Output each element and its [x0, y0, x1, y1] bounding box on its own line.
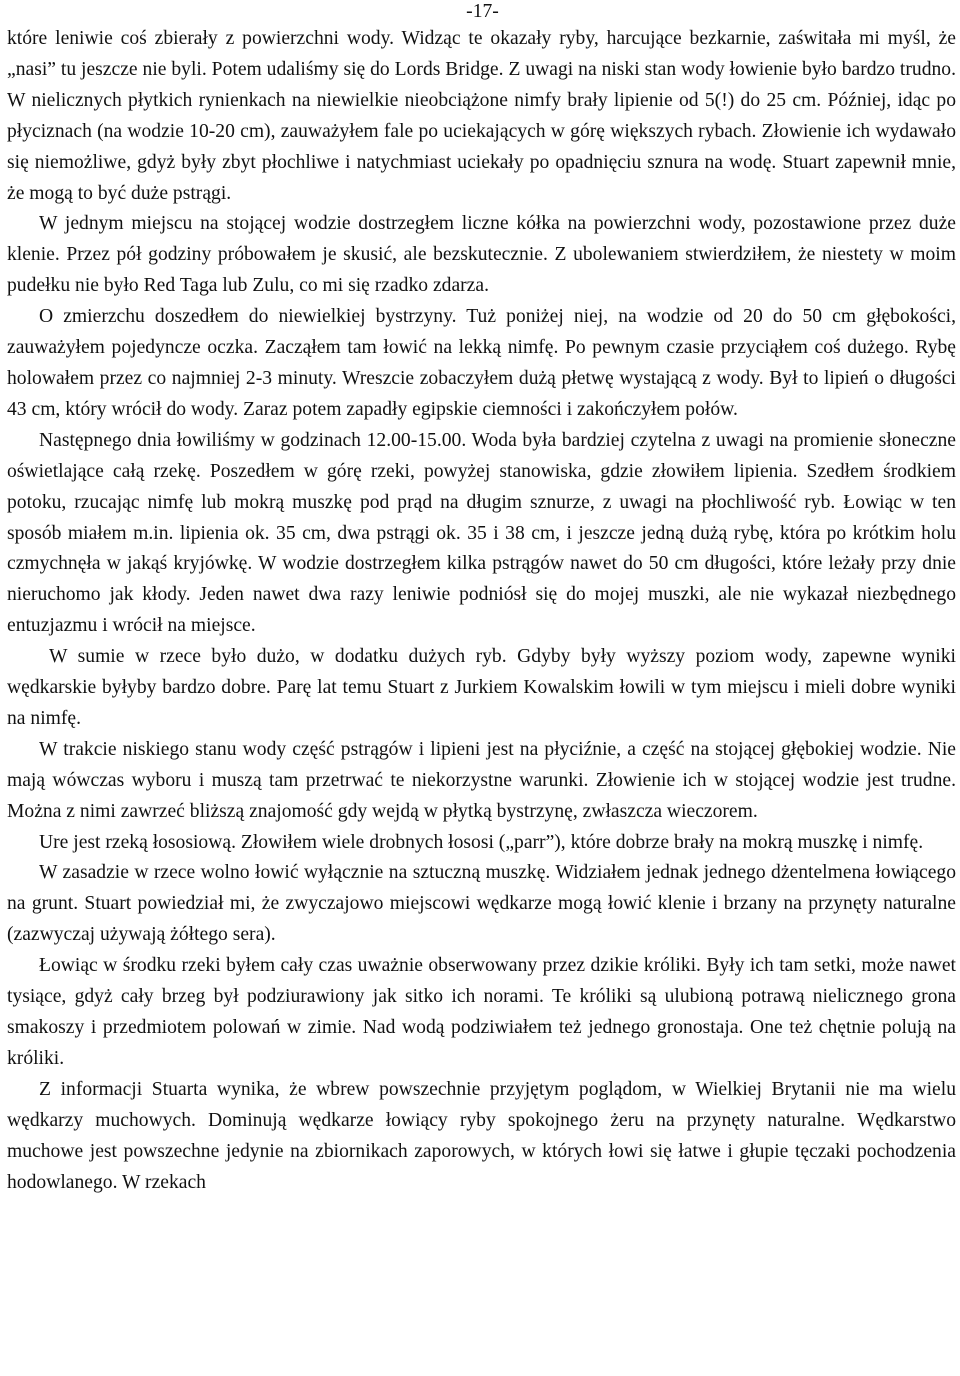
paragraph-ure: Ure jest rzeką łososiową. Złowiłem wiele drobnych łososi („parr”), które dobrze brały na mokrą muszkę i nimfę.: [39, 831, 924, 853]
paragraph-informacje-stuarta: Z informacji Stuarta wynika, że wbrew powszechnie przyjętym poglądom, w Wielkiej Brytanii nie ma wielu wędkarzy muchowych. Dominują wędkarze łowiący ryby spokojnego żeru na przynęty naturalne. Wędkarstwo muchowe jest powszechne jedynie na zbiornikach zaporowych, w których łowi się łatwe i głupie tęczaki pochodzenia hodowlanego. W rzekach: [7, 1078, 956, 1193]
paragraph-nastepny-dzien: Następnego dnia łowiliśmy w godzinach 12.00-15.00. Woda była bardziej czytelna z uwagi na promienie słoneczne oświetlające całą rzekę. Poszedłem w górę rzeki, powyżej stanowiska, gdzie złowiłem lipienia. Szedłem środkiem potoku, rzucając nimfę lub mokrą muszkę pod prąd na długim sznurze, z uwagi na płochliwość ryb. Łowiąc w ten sposób miałem m.in. lipienia ok. 35 cm, dwa pstrągi ok. 35 i 38 cm, i jeszcze jedną dużą rybę, która po krótkim holu czmychnęła w jakąś kryjówkę. W wodzie dostrzegłem kilka pstrągów nawet do 50 cm długości, które leżały przy dnie nieruchomo jak kłody. Jeden nawet dwa razy leniwie podniósł się do mojej muszki, ale nie wykazał niezbędnego entuzjazmu i wrócił na miejsce.: [7, 429, 956, 637]
page-number: -17-: [466, 1, 499, 22]
paragraph-continuation: które leniwie coś zbierały z powierzchni wody. Widząc te okazały ryby, harcujące bezkarnie, zaświtała mi myśl, że „nasi” tu jeszcze nie byli. Potem udaliśmy się do Lords Bridge. Z uwagi na niski stan wody łowienie było bardzo trudno. W nielicznych płytkich rynienkach na niewielkie nieobciążone nimfy brały lipienie od 5(!) do 25 cm. Później, idąc po płyciznach (na wodzie 10-20 cm), zauważyłem fale po uciekających w górę większych rybach. Złowienie ich wydawało się niemożliwe, gdyż były zbyt płochliwe i natychmiast uciekały po opadnięciu sznura na wodę. Stuart zapewnił mnie, że mogą to być duże pstrągi.: [7, 28, 956, 204]
paragraph-w-sumie: W sumie w rzece było dużo, w dodatku dużych ryb. Gdyby były wyższy poziom wody, zapewne wyniki wędkarskie byłyby bardzo dobre. Parę lat temu Stuart z Jurkiem Kowalskim łowili w tym miejscu i mieli dobre wyniki na nimfę.: [7, 646, 956, 729]
paragraph-klenie: W jednym miejscu na stojącej wodzie dostrzegłem liczne kółka na powierzchni wody, pozostawione przez duże klenie. Przez pół godziny próbowałem je skusić, ale bezskutecznie. Z ubolewaniem stwierdziłem, że niestety w moim pudełku nie było Red Taga lub Zulu, co mi się rzadko zdarza.: [7, 213, 956, 297]
paragraph-niski-stan: W trakcie niskiego stanu wody część pstrągów i lipieni jest na płyciźnie, a część na stojącej głębokiej wodzie. Nie mają wówczas wyboru i muszą tam przetrwać te niekorzystne warunki. Złowienie ich w stojącej wodzie jest trudne. Można z nimi zawrzeć bliższą znajomość gdy wejdą w płytką bystrzynę, zwłaszcza wieczorem.: [7, 738, 956, 822]
paragraph-zmierzch: O zmierzchu doszedłem do niewielkiej bystrzyny. Tuż poniżej niej, na wodzie od 20 do 50 cm głębokości, zauważyłem pojedyncze oczka. Zacząłem tam łowić na lekką nimfę. Po pewnym czasie przyciąłem coś dużego. Rybę holowałem przez co najmniej 2-3 minuty. Wreszcie zobaczyłem dużą płetwę wystającą z wody. Był to lipień o długości 43 cm, który wrócił do wody. Zaraz potem zapadły egipskie ciemności i zakończyłem połów.: [7, 306, 956, 420]
paragraph-zasady: W zasadzie w rzece wolno łowić wyłącznie na sztuczną muszkę. Widziałem jednak jednego dżentelmena łowiącego na grunt. Stuart powiedział mi, że zwyczajowo miejscowi wędkarze mogą łowić klenie i brzany na przynęty naturalne (zazwyczaj używają żółtego sera).: [7, 862, 956, 946]
paragraph-kroliki: Łowiąc w środku rzeki byłem cały czas uważnie obserwowany przez dzikie króliki. Były ich tam setki, może nawet tysiące, gdyż cały brzeg był podziurawiony jak sitko ich norami. Te króliki są ulubioną potrawą nielicznego grona smakoszy i przedmiotem polowań w zimie. Nad wodą podziwiałem też jednego gronostaja. One też chętnie polują na króliki.: [7, 955, 956, 1069]
